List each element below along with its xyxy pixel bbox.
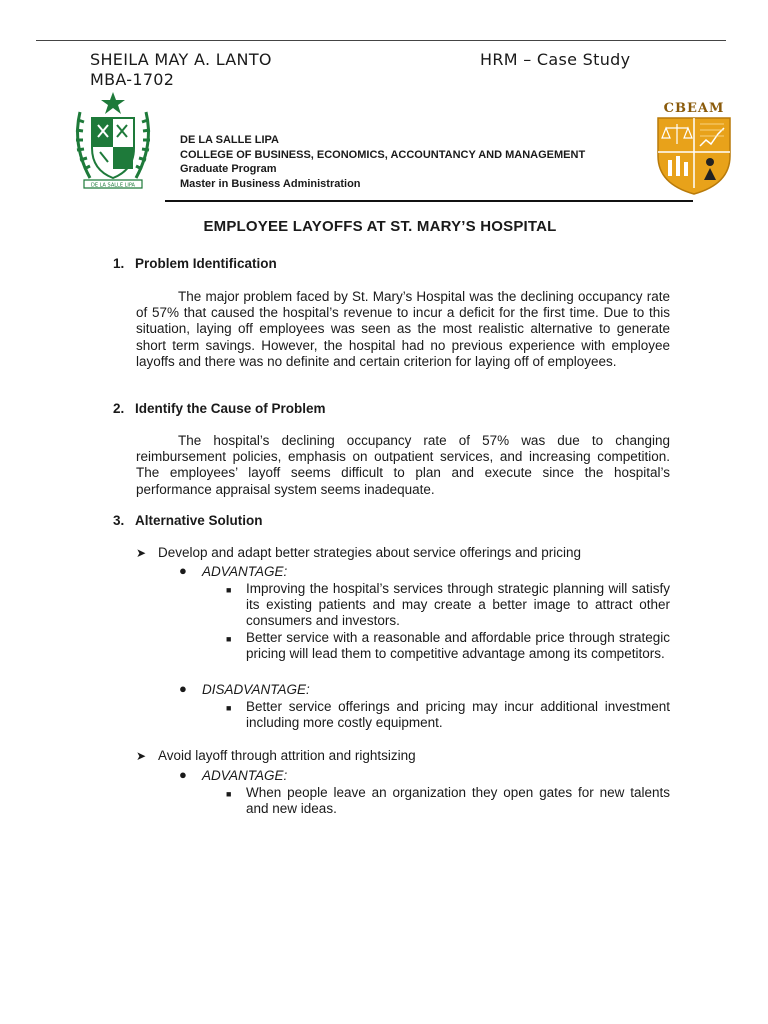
round-bullet-icon: ● — [179, 681, 187, 696]
section-heading-2 — [113, 401, 326, 416]
paragraph-text: The hospital’s declining occupancy rate of 57% was due to changing reimbursement policies, emphasis on outpatient services, and increasing competition. The employees’ layoff seems difficult to plan and execute since the hospital’s performance appraisal system seems inadequate. — [136, 433, 670, 497]
institution-name: DE LA SALLE LIPA — [180, 134, 279, 146]
square-bullet-icon: ■ — [226, 703, 232, 713]
alternative-1-text: Develop and adapt better strategies about service offerings and pricing — [158, 545, 582, 560]
advantage-item: Improving the hospital’s services through strategic planning will satisfy its existing patients and may create a better image to attract other consumers and investors. — [246, 581, 670, 629]
disadvantage-item: Better service offerings and pricing may incur additional investment including more costly equipment. — [246, 699, 670, 731]
section-heading-3 — [113, 513, 263, 528]
round-bullet-icon: ● — [179, 563, 187, 578]
section-number: 1. — [113, 256, 125, 271]
alternative-2-text: Avoid layoff through attrition and rightsizing — [158, 748, 416, 763]
section-paragraph-2 — [136, 433, 670, 498]
degree-name: Master in Business Administration — [180, 177, 361, 190]
de-la-salle-crest-logo — [70, 90, 156, 194]
disadvantage-label: DISADVANTAGE: — [202, 682, 310, 697]
square-bullet-icon: ■ — [226, 634, 232, 644]
course-label: HRM – Case Study — [480, 50, 631, 69]
header-rule — [36, 40, 726, 41]
cbeam-logo-text: CBEAM — [663, 101, 725, 116]
student-id: MBA-1702 — [90, 70, 175, 89]
section-paragraph-1 — [136, 289, 670, 370]
square-bullet-icon: ■ — [226, 585, 232, 595]
section-number: 3. — [113, 513, 125, 528]
section-number: 2. — [113, 401, 125, 416]
institution-rule — [165, 200, 693, 202]
advantage-label: ADVANTAGE: — [202, 768, 288, 783]
section-heading-1 — [113, 256, 277, 271]
advantage-label: ADVANTAGE: — [202, 564, 288, 579]
author-name: SHEILA MAY A. LANTO — [90, 50, 272, 69]
advantage-item: Better service with a reasonable and affordable price through strategic pricing will lead them to competitive advantage among its competitors. — [246, 630, 670, 662]
document-title: EMPLOYEE LAYOFFS AT ST. MARY’S HOSPITAL — [203, 218, 557, 235]
section-heading-text: Problem Identification — [135, 256, 277, 271]
arrow-bullet-icon: ➤ — [136, 546, 147, 560]
college-name: COLLEGE OF BUSINESS, ECONOMICS, ACCOUNTANCY AND MANAGEMENT — [180, 148, 586, 161]
section-heading-text: Identify the Cause of Problem — [135, 401, 326, 416]
paragraph-text: The major problem faced by St. Mary’s Hospital was the declining occupancy rate of 57% that caused the hospital’s revenue to incur a deficit for the first time. Due to this situation, laying off employees was seen as the most realistic alternative to generate short term savings. However, the hospital had no previous experience with employee layoffs and there was no definite and certain criterion for laying off of employees. — [136, 289, 670, 369]
arrow-bullet-icon: ➤ — [136, 749, 147, 763]
cbeam-logo — [652, 100, 736, 195]
author-block — [90, 50, 272, 90]
institution-block — [180, 133, 585, 191]
crest-banner-text: DE LA SALLE LIPA — [91, 182, 135, 189]
section-heading-text: Alternative Solution — [135, 513, 263, 528]
advantage-item: When people leave an organization they open gates for new talents and new ideas. — [246, 785, 670, 817]
program-name: Graduate Program — [180, 163, 277, 175]
round-bullet-icon: ● — [179, 767, 187, 782]
square-bullet-icon: ■ — [226, 789, 232, 799]
